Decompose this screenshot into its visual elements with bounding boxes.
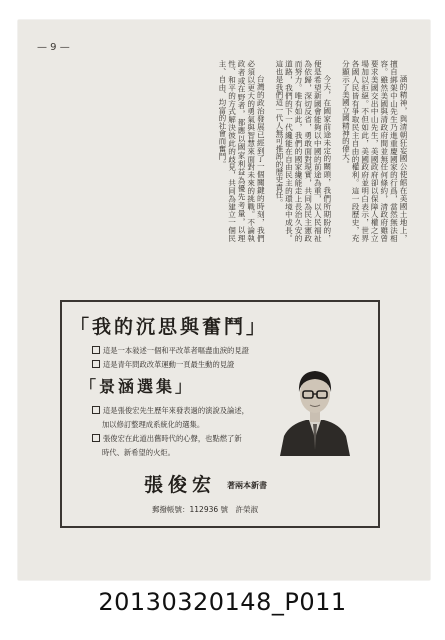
checkbox-square-icon: [92, 346, 100, 354]
book1-bullet: 這是青年問政改革運動一頁最生動的見證: [92, 360, 234, 370]
book-advertisement: [60, 300, 380, 528]
book1-bullet: 這是一本敍述一個和平改革者嘔盡血淚的見證: [92, 346, 249, 356]
checkbox-square-icon: [92, 406, 100, 414]
article-body: [217, 60, 408, 242]
article-paragraph: 台灣的政治發展已經到了一個關鍵的時刻，我們必須以更大的勇氣與智慧來面對未來的挑戰。不論執政者或在野者，都應以國家利益為優先考量，以理性、和平的方式解決彼此的歧見，共同為建立一個民主、自由、均富的社會而奮鬥。: [217, 60, 266, 242]
book2-bullet: 這是張俊宏先生歷年來發表過的演說及論述，: [92, 406, 249, 416]
book2-bullet-continuation: 加以修訂整理成系統化的選集。: [102, 420, 205, 429]
article-paragraph: 今天，在國家前途未定的關頭，我們所期盼的，便是希望新國會能夠以中國的前途為重，以人民福祉為依歸，深切反省，勇敢面對現實，共同為民主憲政而努力。唯有如此，我們的國家纔能走上長治久安的道路，我們的下一代纔能在自由民主的環境中成長。這也是我們這一代人無可推卸的歷史責任。: [274, 60, 332, 242]
archive-caption: 20130320148_P011: [98, 588, 347, 616]
book2-bullet-continuation: 時代、新希望的火炬。: [102, 448, 175, 457]
author-subtitle: 著兩本新書: [227, 480, 267, 490]
checkbox-square-icon: [92, 360, 100, 368]
article-text-area: [46, 60, 408, 242]
author-name: 張俊宏: [144, 474, 217, 496]
postal-account: 郵撥帳號：112936 號 許榮淑: [152, 505, 259, 514]
book1-title: 「我的沉思與奮鬥」: [70, 316, 269, 338]
author-portrait-icon: [276, 358, 354, 456]
checkbox-square-icon: [92, 434, 100, 442]
page-number: — 9 —: [37, 42, 70, 53]
book2-title: 「景涵選集」: [80, 377, 195, 396]
book2-bullet: 張俊宏在此道出舊時代的心聲，也點燃了新: [92, 434, 242, 444]
article-paragraph: 涵的精神，與清朝狂妄國公使館在美國土地上，擅自綁架中山先生乃進重慶國家的行爲，當然無法相容。雖然美國與清政府間並無任何條約，清政府雖曾要求美國交出中山先生，美國政府卻以保障人權之立場加以拒絕。不但如此，美國政府並明白表示，世界各國人民皆有爭取民主自由的權利。這一段歷史，充分顯示了美國立國精神的偉大。: [341, 60, 408, 242]
